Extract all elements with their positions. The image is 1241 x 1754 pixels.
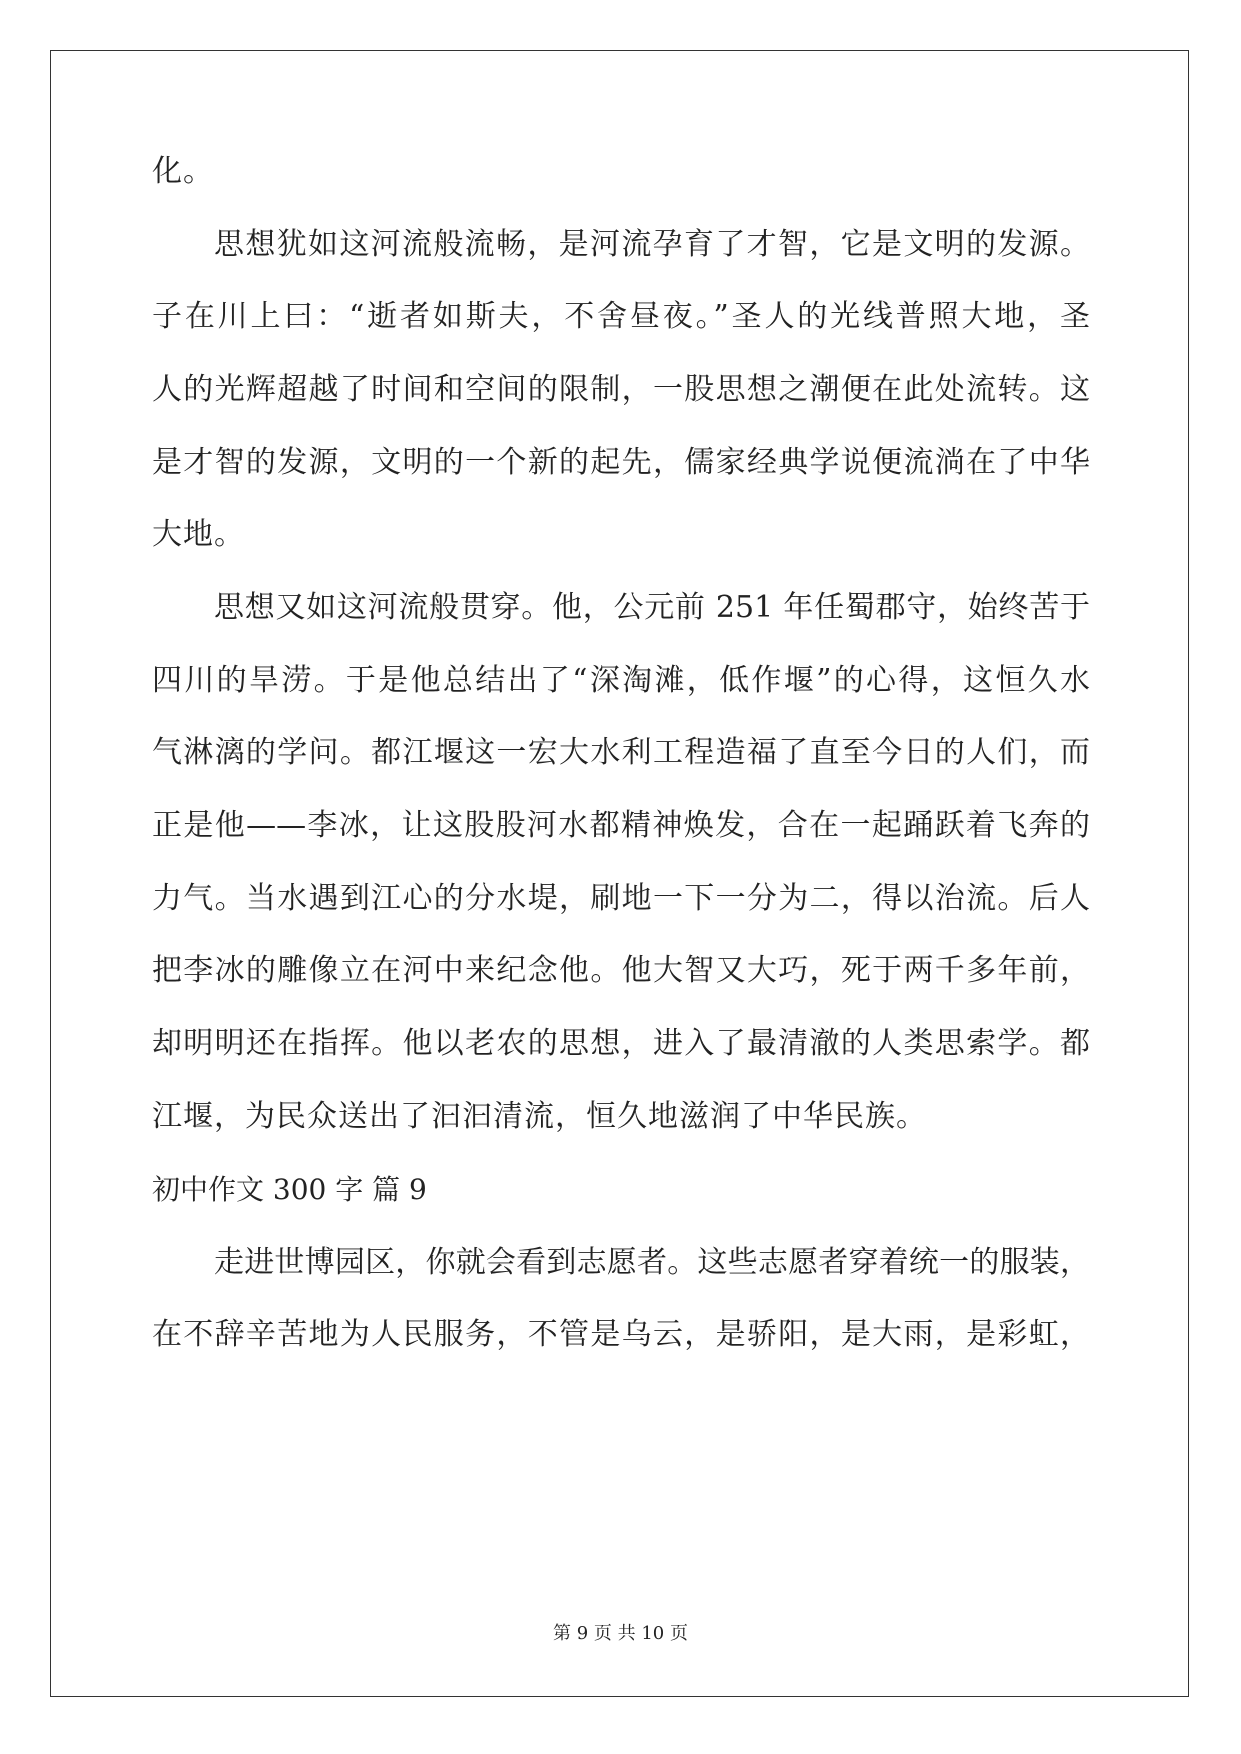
- paragraph-line: 把李冰的雕像立在河中来纪念他。他大智又大巧，死于两千多年前，: [152, 953, 1090, 988]
- paragraph-line: 走进世博园区，你就会看到志愿者。这些志愿者穿着统一的服装，: [214, 1245, 1090, 1280]
- paragraph-line: 四川的旱涝。于是他总结出了“深淘滩，低作堰”的心得，这恒久水: [152, 663, 1090, 698]
- paragraph-line: 在不辞辛苦地为人民服务，不管是乌云，是骄阳，是大雨，是彩虹，: [152, 1317, 1090, 1352]
- paragraph-line: 思想犹如这河流般流畅，是河流孕育了才智，它是文明的发源。: [214, 227, 1090, 262]
- paragraph-line: 大地。: [152, 517, 245, 552]
- paragraph-line: 江堰，为民众送出了汩汩清流，恒久地滋润了中华民族。: [152, 1099, 927, 1134]
- section-heading: 初中作文 300 字 篇 9: [152, 1173, 427, 1206]
- page-number-footer: 第 9 页 共 10 页: [553, 1623, 688, 1644]
- paragraph-line: 却明明还在指挥。他以老农的思想，进入了最清澈的人类思索学。都: [152, 1026, 1090, 1061]
- paragraph-line: 化。: [152, 154, 214, 189]
- paragraph-line: 气淋漓的学问。都江堰这一宏大水利工程造福了直至今日的人们，而: [152, 735, 1090, 770]
- paragraph-line: 力气。当水遇到江心的分水堤，刷地一下一分为二，得以治流。后人: [152, 881, 1090, 916]
- paragraph-line: 是才智的发源，文明的一个新的起先，儒家经典学说便流淌在了中华: [152, 445, 1090, 480]
- paragraph-line: 思想又如这河流般贯穿。他，公元前 251 年任蜀郡守，始终苦于: [214, 590, 1090, 625]
- paragraph-line: 子在川上曰：“逝者如斯夫，不舍昼夜。”圣人的光线普照大地，圣: [152, 299, 1090, 334]
- paragraph-line: 人的光辉超越了时间和空间的限制，一股思想之潮便在此处流转。这: [152, 372, 1090, 407]
- paragraph-line: 正是他——李冰，让这股股河水都精神焕发，合在一起踊跃着飞奔的: [152, 808, 1090, 843]
